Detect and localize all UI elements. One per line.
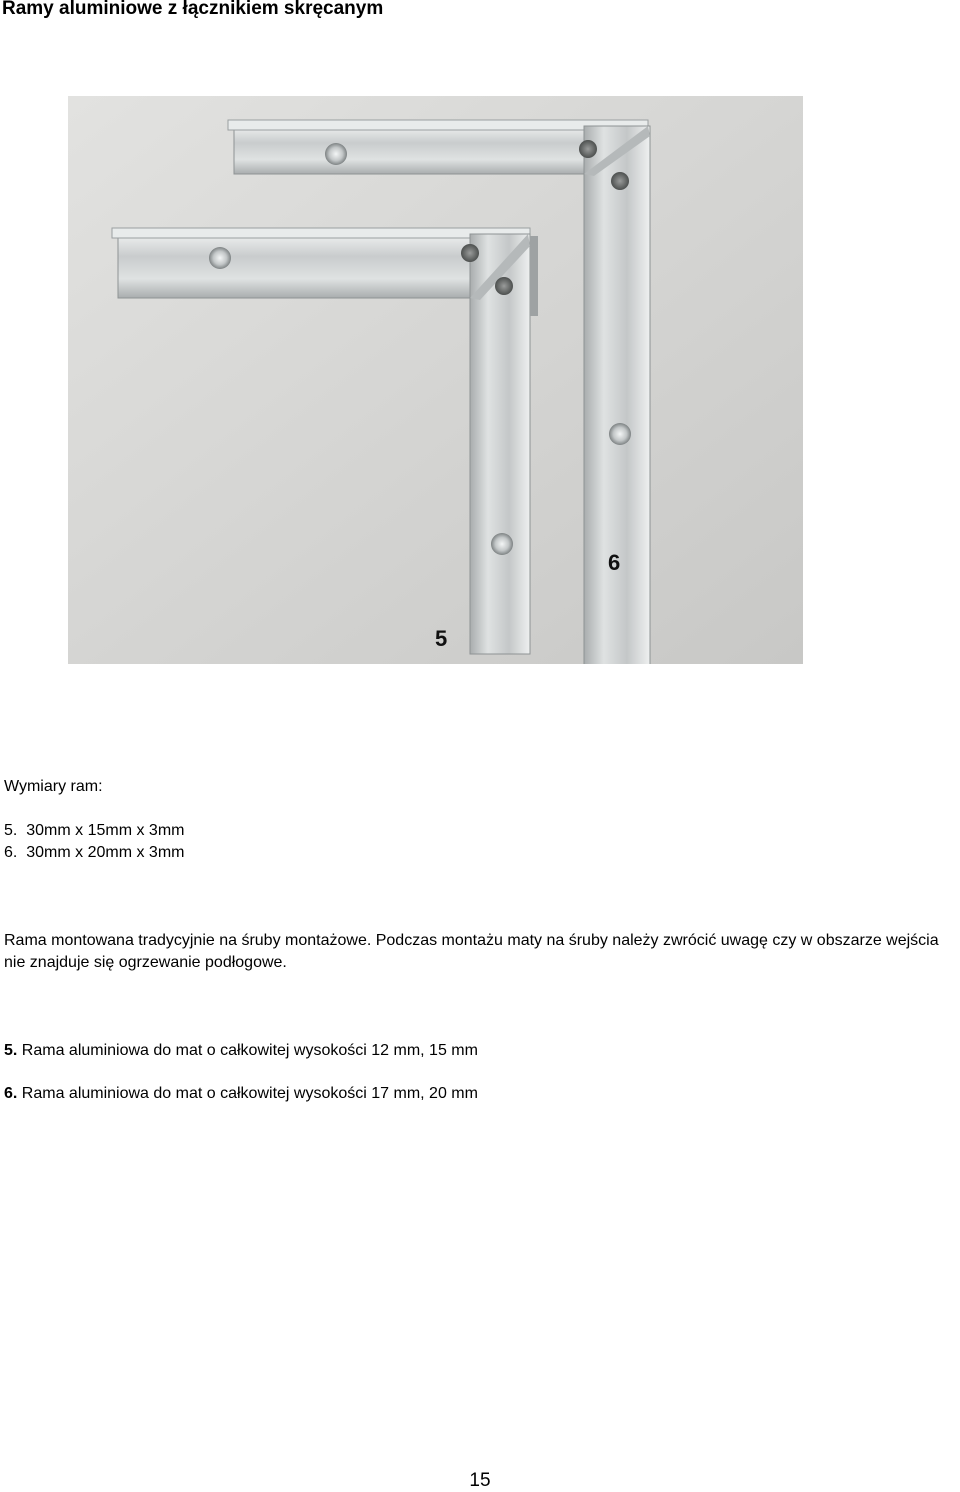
frame-5-screw-2 (495, 277, 513, 295)
photo-label-6: 6 (608, 550, 621, 575)
dimension-item-6: 6. 30mm x 20mm x 3mm (4, 844, 185, 861)
frame-number-6: 6. (4, 1085, 18, 1102)
frame-6-hole-top (325, 143, 347, 165)
photo-background (68, 96, 803, 664)
frame-description-5 (4, 1042, 478, 1060)
mounting-paragraph: Rama montowana tradycyjnie na śruby montażowe. Podczas montażu maty na śruby należy zwrócić uwagę czy w obszarze wejścia nie znajduje się ogrzewanie podłogowe. (4, 932, 939, 971)
frame-6-screw-1 (579, 140, 597, 158)
frame-5-hole-side (491, 533, 513, 555)
dimension-item-5: 5. 30mm x 15mm x 3mm (4, 822, 185, 839)
page-number: 15 (469, 1470, 491, 1491)
frame-5-screw-1 (461, 244, 479, 262)
frame-number-5: 5. (4, 1042, 18, 1059)
frame-5-hole-top (209, 247, 231, 269)
frame-photo (68, 96, 803, 664)
photo-label-5: 5 (435, 626, 448, 651)
frame-text-5: Rama aluminiowa do mat o całkowitej wysokości 12 mm, 15 mm (17, 1042, 478, 1059)
frame-description-6 (4, 1085, 478, 1103)
frame-6-hole-side (609, 423, 631, 445)
frame-6-screw-2 (611, 172, 629, 190)
dimensions-heading: Wymiary ram: (4, 778, 103, 795)
frame-text-6: Rama aluminiowa do mat o całkowitej wysokości 17 mm, 20 mm (17, 1085, 478, 1102)
page-title: Ramy aluminiowe z łącznikiem skręcanym (2, 0, 384, 19)
